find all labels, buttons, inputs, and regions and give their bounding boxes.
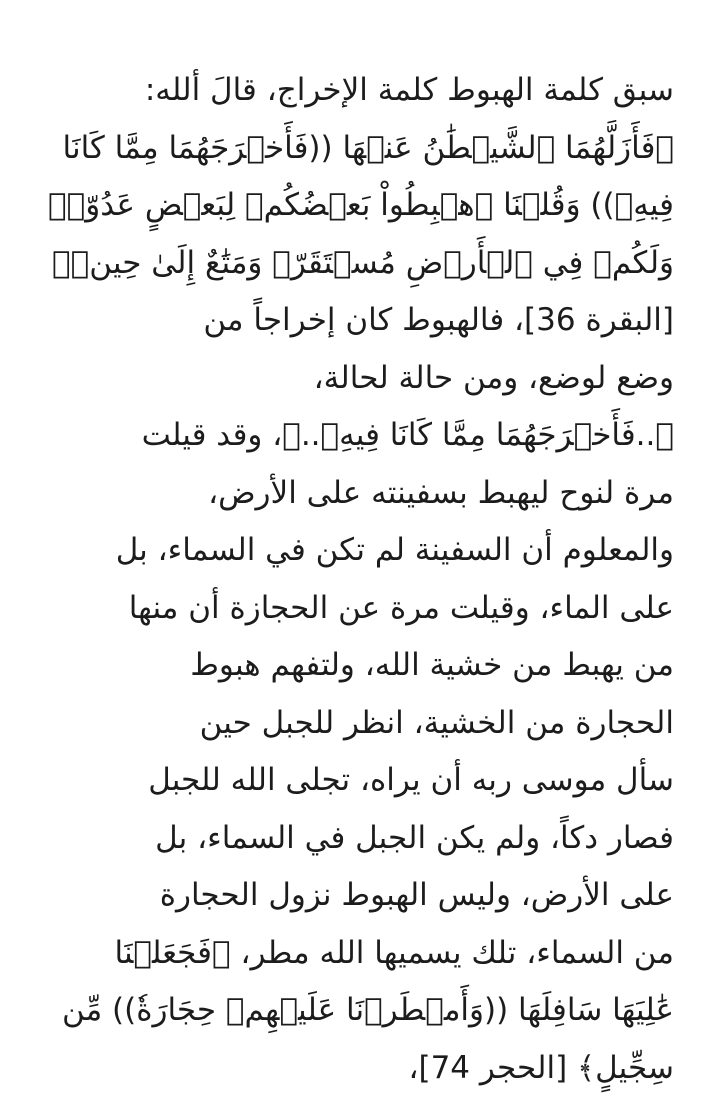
text-line-8: مرة لنوح ليهبط بسفينته على الأرض، — [208, 474, 674, 511]
text-line-18: سِجِّيلٍ﴾ [الحجر 74]، — [408, 1049, 674, 1086]
text-line-2: ﴿فَأَزَلَّهُمَا ٱلشَّيۡطَٰنُ عَنۡهَا ((فَأَخۡرَجَهُمَا مِمَّا كَانَا — [62, 129, 674, 166]
text-line-11: من يهبط من خشية الله، ولتفهم هبوط — [190, 647, 674, 683]
text-line-12: الحجارة من الخشية، انظر للجبل حين — [199, 704, 674, 741]
text-line-4: وَلَكُمۡ فِي ٱلۡأَرۡضِ مُسۡتَقَرّٞ وَمَتَٰعٌ إِلَىٰ حِينٖ﴾ — [52, 244, 674, 281]
arabic-text-body — [46, 62, 674, 1097]
text-line-10: على الماء، وقيلت مرة عن الحجازة أن منها — [128, 589, 674, 626]
text-line-1: سبق كلمة الهبوط كلمة الإخراج، قالَ ألله: — [144, 72, 674, 108]
text-line-16: من السماء، تلك يسميها الله مطر، ﴿فَجَعَلۡنَا — [114, 934, 674, 971]
text-line-9: والمعلوم أن السفينة لم تكن في السماء، بل — [115, 532, 674, 568]
text-line-15: على الأرض، وليس الهبوط نزول الحجارة — [159, 877, 674, 913]
text-line-5: [البقرة 36]، فالهبوط كان إخراجاً من — [203, 302, 674, 338]
text-line-17: عَٰلِيَهَا سَافِلَهَا ((وَأَمۡطَرۡنَا عَلَيۡهِمۡ حِجَارَةٗ)) مِّن — [61, 992, 674, 1028]
text-line-3: فِيهِۖ)) وَقُلۡنَا ٱهۡبِطُواْ بَعۡضُكُمۡ لِبَعۡضٍ عَدُوّٞۖ — [48, 187, 674, 223]
text-line-14: فصار دكاً، ولم يكن الجبل في السماء، بل — [155, 819, 674, 856]
text-line-7: ﴿..فَأَخۡرَجَهُمَا مِمَّا كَانَا فِيهِۖ..﴾، وقد قيلت — [141, 417, 674, 453]
text-line-13: سأل موسى ربه أن يراه، تجلى الله للجبل — [148, 762, 674, 798]
text-line-6: وضع لوضع، ومن حالة لحالة، — [313, 359, 674, 396]
